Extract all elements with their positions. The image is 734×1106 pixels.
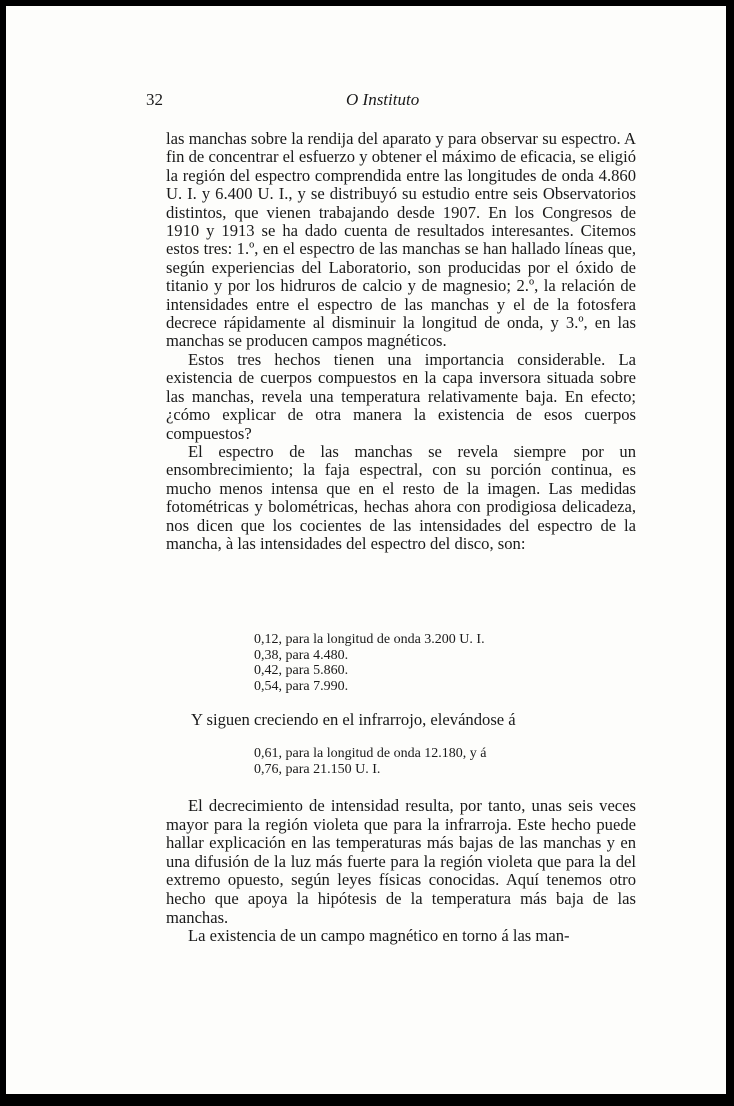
page-header bbox=[146, 90, 586, 114]
book-page bbox=[6, 6, 726, 1094]
page-number: 32 bbox=[146, 90, 163, 109]
ratio-line: 0,42, para 5.860. bbox=[254, 663, 349, 678]
intensity-ratio-list bbox=[254, 632, 634, 694]
ratio-line: 0,54, para 7.990. bbox=[254, 678, 349, 694]
main-text bbox=[166, 130, 636, 553]
running-title: O Instituto bbox=[346, 90, 420, 109]
paragraph: las manchas sobre la rendija del aparato y para observar su espectro. A fin de concentrar el esfuerzo y obtener el máximo de eficacia, se eligió la región del espectro comprendida entre las longitudes de onda 4.860 U. I. y 6.400 U. I., y se distribuyó su estudio entre seis Observatorios distintos, que vienen trabajando desde 1907. En los Congresos de 1910 y 1913 se ha dado cuenta de resultados interesantes. Citemos estos tres: 1.º, en el espectro de las manchas se han hallado líneas que, según experiencias del Laboratorio, son producidas por el óxido de titanio y por los hidruros de calcio y de magnesio; 2.º, la relación de intensidades entre el espectro de las manchas y el de la fotosfera decrece rápidamente al disminuir la longitud de onda, y 3.º, en las manchas se producen campos magnéticos. bbox=[166, 129, 636, 351]
ratio-line: 0,38, para 4.480. bbox=[254, 647, 349, 663]
paragraph: El espectro de las manchas se revela siempre por un ensombrecimiento; la faja espectral, con su porción continua, es mucho menos intensa que en el resto de la imagen. Las medidas fotométricas y bolométricas, hechas ahora con prodigiosa delicadeza, nos dicen que los cocientes de las intensidades del espectro de la mancha, à las intensidades del espectro del disco, son: bbox=[166, 441, 636, 553]
closing-text bbox=[166, 797, 636, 946]
ratio-line: 0,76, para 21.150 U. I. bbox=[254, 761, 381, 777]
ratio-line: 0,12, para la longitud de onda 3.200 U. I. bbox=[254, 632, 485, 647]
continuation-line: Y siguen creciendo en el infrarrojo, elevándose á bbox=[191, 710, 516, 729]
infrared-ratio-list bbox=[254, 746, 634, 777]
ratio-line: 0,61, para la longitud de onda 12.180, y á bbox=[254, 746, 487, 761]
paragraph: La existencia de un campo magnético en torno á las man- bbox=[188, 926, 570, 946]
paragraph: El decrecimiento de intensidad resulta, por tanto, unas seis veces mayor para la región violeta que para la infrarroja. Este hecho puede hallar explicación en las temperaturas más bajas de las manchas y en una difusión de la luz más fuerte para la región violeta que para la del extremo opuesto, según leyes físicas conocidas. Aquí tenemos otro hecho que apoya la hipótesis de la temperatura más baja de las manchas. bbox=[166, 796, 636, 927]
paragraph: Estos tres hechos tienen una importancia considerable. La existencia de cuerpos compuestos en la capa inversora situada sobre las manchas, revela una temperatura relativamente baja. En efecto; ¿cómo explicar de otra manera la existencia de esos cuerpos compuestos? bbox=[166, 349, 636, 443]
